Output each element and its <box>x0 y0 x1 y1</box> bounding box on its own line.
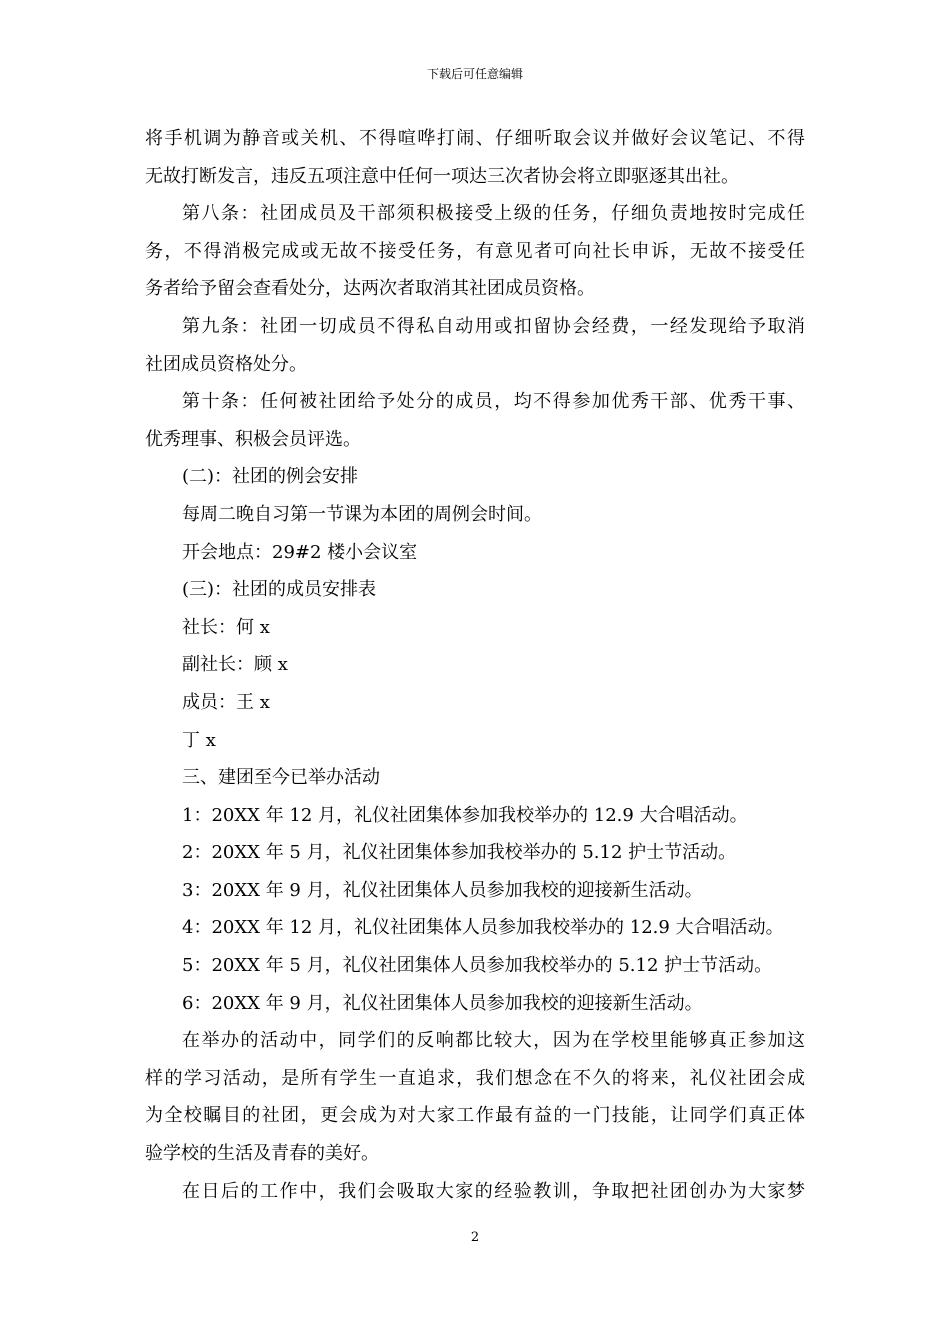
member-entry: 丁 x <box>182 729 216 751</box>
page-number: 2 <box>470 1230 480 1245</box>
member-entry: 成员：王 x <box>182 691 270 713</box>
text-line: 样的学习活动，是所有学生一直追求，我们想念在不久的将来，礼仪社团会成 <box>145 1067 805 1089</box>
member-entry: 副社长：顾 x <box>182 654 288 676</box>
text-line: 验学校的生活及青春的美好。 <box>145 1143 379 1165</box>
activity-item: 2：20XX 年 5 月，礼仪社团集体参加我校举办的 5.12 护士节活动。 <box>182 842 737 864</box>
section-heading: (三)：社团的成员安排表 <box>182 579 377 601</box>
text-line: 为全校瞩目的社团，更会成为对大家工作最有益的一门技能，让同学们真正体 <box>145 1105 805 1127</box>
activity-item: 5：20XX 年 5 月，礼仪社团集体人员参加我校举办的 5.12 护士节活动。 <box>182 955 773 977</box>
activity-item: 3：20XX 年 9 月，礼仪社团集体人员参加我校的迎接新生活动。 <box>182 879 703 901</box>
section-heading: 三、建团至今已举办活动 <box>182 767 380 789</box>
text-line: 无故打断发言，违反五项注意中任何一项达三次者协会将立即驱逐其出社。 <box>145 165 739 187</box>
text-line: 第九条：社团一切成员不得私自动用或扣留协会经费，一经发现给予取消 <box>182 315 805 337</box>
text-line: 在举办的活动中，同学们的反响都比较大，因为在学校里能够真正参加这 <box>182 1030 805 1052</box>
page-header-note: 下载后可任意编辑 <box>426 67 523 81</box>
text-line: 务，不得消极完成或无故不接受任务，有意见者可向社长申诉，无故不接受任 <box>145 240 805 262</box>
text-line: 优秀理事、积极会员评选。 <box>145 428 361 450</box>
member-entry: 社长：何 x <box>182 616 270 638</box>
text-line: 务者给予留会查看处分，达两次者取消其社团成员资格。 <box>145 278 595 300</box>
document-body <box>145 120 805 1210</box>
text-line: 在日后的工作中，我们会吸取大家的经验教训，争取把社团创办为大家梦 <box>182 1180 805 1202</box>
activity-item: 4：20XX 年 12 月，礼仪社团集体人员参加我校举办的 12.9 大合唱活动。 <box>182 917 784 939</box>
activity-item: 6：20XX 年 9 月，礼仪社团集体人员参加我校的迎接新生活动。 <box>182 992 703 1014</box>
text-line: 开会地点：29#2 楼小会议室 <box>182 541 418 563</box>
text-line: 社团成员资格处分。 <box>145 353 307 375</box>
text-line: 将手机调为静音或关机、不得喧哗打闹、仔细听取会议并做好会议笔记、不得 <box>145 128 805 149</box>
section-heading: (二)：社团的例会安排 <box>182 466 359 488</box>
text-line: 第八条：社团成员及干部须积极接受上级的任务，仔细负责地按时完成任 <box>182 203 805 225</box>
text-line: 每周二晚自习第一节课为本团的周例会时间。 <box>182 503 542 525</box>
activity-item: 1：20XX 年 12 月，礼仪社团集体参加我校举办的 12.9 大合唱活动。 <box>182 804 748 826</box>
text-line: 第十条：任何被社团给予处分的成员，均不得参加优秀干部、优秀干事、 <box>182 391 805 413</box>
